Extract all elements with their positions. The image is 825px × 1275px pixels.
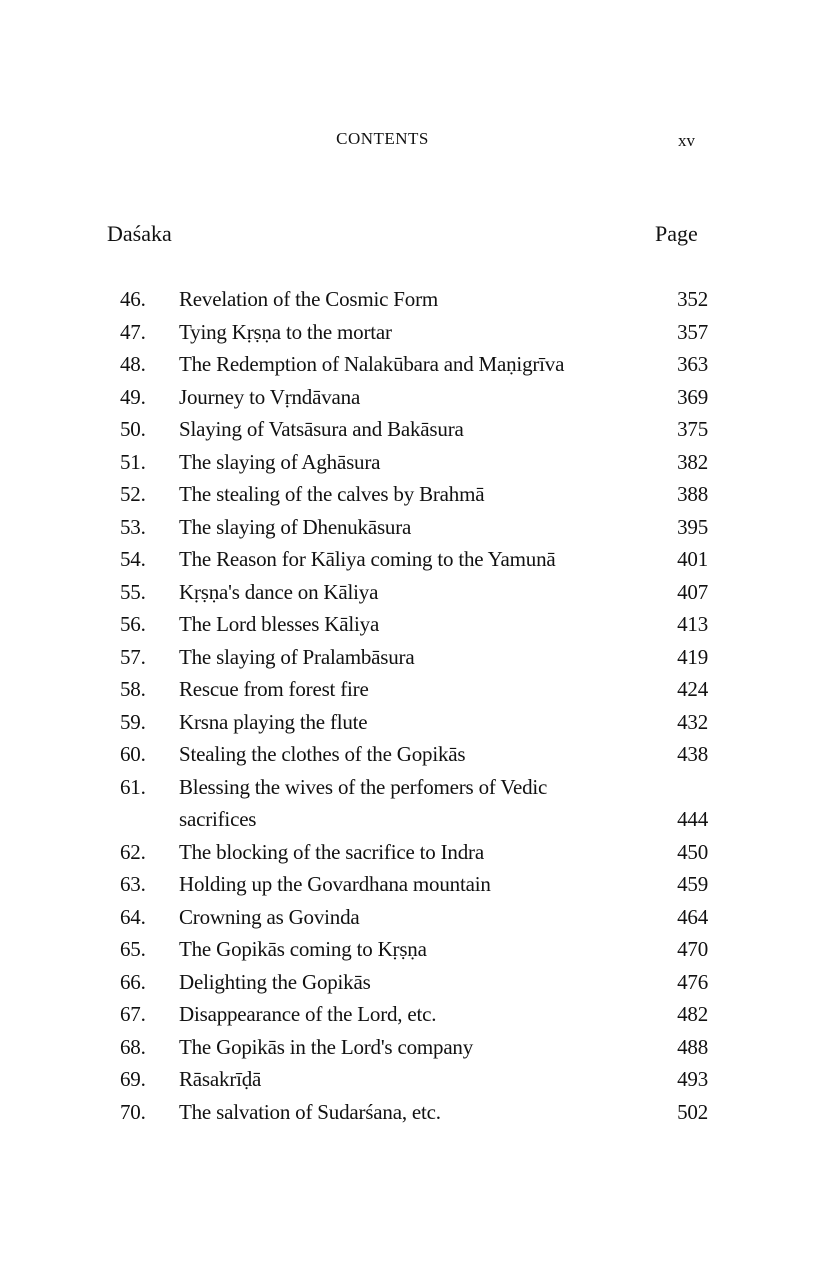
- toc-entry: [0, 1063, 825, 1096]
- toc-entry: [0, 511, 825, 544]
- toc-entry-title: The slaying of Dhenukāsura: [179, 514, 412, 539]
- toc-entry-title: The Redemption of Nalakūbara and Maṇigrīva: [179, 352, 565, 376]
- toc-entry-page: 488: [677, 1034, 708, 1059]
- toc-entry-title: The salvation of Sudarśana, etc.: [179, 1099, 441, 1124]
- toc-entry: [0, 998, 825, 1031]
- toc-entry: [0, 901, 825, 934]
- running-head: [0, 128, 825, 152]
- toc-entry: [0, 283, 825, 316]
- toc-entry-page: 424: [677, 677, 708, 701]
- toc-entry-number: 66.: [120, 969, 146, 994]
- toc-entry-title: The stealing of the calves by Brahmā: [179, 482, 485, 506]
- toc-entry-page: 375: [677, 417, 708, 441]
- toc-entry-title: Tying Kṛṣṇa to the mortar: [179, 319, 392, 344]
- toc-entry-page: 438: [677, 742, 708, 766]
- toc-entry-title: Stealing the clothes of the Gopikās: [179, 742, 466, 766]
- toc-entry-number: 68.: [120, 1034, 146, 1059]
- toc-entry-title: Disappearance of the Lord, etc.: [179, 1002, 437, 1026]
- toc-entry-number: 67.: [120, 1002, 146, 1026]
- toc-entry-page: 395: [677, 514, 708, 539]
- running-title: CONTENTS: [336, 129, 429, 148]
- toc-entry-page: 450: [677, 839, 708, 864]
- toc-entry: [0, 706, 825, 739]
- column-heading-dasaka: Daśaka: [107, 221, 172, 246]
- toc-entry: [0, 966, 825, 999]
- toc-entry-number: 63.: [120, 872, 146, 896]
- toc-entry-page: 470: [677, 937, 708, 961]
- toc-entry-page: 407: [677, 579, 708, 604]
- toc-entry-page: 444: [677, 807, 708, 831]
- toc-entry: [0, 933, 825, 966]
- toc-entry-number: 51.: [120, 449, 146, 474]
- toc-entry: [0, 576, 825, 609]
- toc-entry-number: 46.: [120, 287, 146, 311]
- toc-entry-page: 476: [677, 969, 708, 994]
- column-heading-page: Page: [655, 221, 698, 246]
- toc-entry-page: 357: [677, 319, 708, 344]
- toc-entry: [0, 608, 825, 641]
- toc-entry-title: Holding up the Govardhana mountain: [179, 872, 491, 896]
- toc-entry-title: Revelation of the Cosmic Form: [179, 287, 438, 311]
- toc-entry: [0, 641, 825, 674]
- toc-entry-number: 55.: [120, 579, 146, 604]
- toc-entry-page: 459: [677, 872, 708, 896]
- toc-entry-number: 47.: [120, 319, 146, 344]
- toc-entry-page: 419: [677, 644, 708, 669]
- toc-entry-page: 502: [677, 1099, 708, 1124]
- toc-entry-page: 369: [677, 384, 708, 409]
- page-number: xv: [678, 131, 695, 150]
- toc-entry-title: The slaying of Aghāsura: [179, 449, 381, 474]
- toc-entry-page: 482: [677, 1002, 708, 1026]
- toc-entry-number: 70.: [120, 1099, 146, 1124]
- toc-entry-page: 464: [677, 904, 708, 929]
- toc-entry-title: Delighting the Gopikās: [179, 969, 371, 994]
- toc-entry: [0, 478, 825, 511]
- toc-entry-number: 65.: [120, 937, 146, 961]
- toc-entry: [0, 543, 825, 576]
- toc-entry-title: Blessing the wives of the perfomers of Vedic sacrifices: [179, 774, 548, 831]
- toc-entry-title: Rāsakrīḍā: [179, 1067, 262, 1091]
- toc-entry-title: The Reason for Kāliya coming to the Yamunā: [179, 547, 556, 571]
- toc-entry-page: 401: [677, 547, 708, 571]
- toc-entry-page: 388: [677, 482, 708, 506]
- toc-entry-title: Krsna playing the flute: [179, 709, 368, 734]
- toc-entry: [0, 738, 825, 771]
- toc-entry: [0, 836, 825, 869]
- toc-entry-title: Journey to Vṛndāvana: [179, 384, 361, 409]
- toc-entry-title: The Gopikās coming to Kṛṣṇa: [179, 937, 427, 961]
- toc-entry-number: 53.: [120, 514, 146, 539]
- toc-entry: [0, 1096, 825, 1129]
- toc-entry-title: The Gopikās in the Lord's company: [179, 1034, 474, 1059]
- toc-entry: [0, 446, 825, 479]
- toc-entry-title: Crowning as Govinda: [179, 904, 360, 929]
- toc-entry-number: 61.: [120, 774, 146, 799]
- toc-entry-title: Slaying of Vatsāsura and Bakāsura: [179, 417, 464, 441]
- toc-entry-title: Kṛṣṇa's dance on Kāliya: [179, 579, 379, 604]
- toc-entry-title: The slaying of Pralambāsura: [179, 644, 415, 669]
- toc-entry-page: 493: [677, 1067, 708, 1091]
- toc-entry-number: 64.: [120, 904, 146, 929]
- toc-entry-page: 352: [677, 287, 708, 311]
- toc-entry: [0, 1031, 825, 1064]
- toc-entry: [0, 316, 825, 349]
- toc-entry-number: 59.: [120, 709, 146, 734]
- toc-entry-page: 413: [677, 612, 708, 636]
- toc-entry-number: 54.: [120, 547, 146, 571]
- toc-entry-number: 58.: [120, 677, 146, 701]
- toc-entry: [0, 673, 825, 706]
- toc-entry-number: 48.: [120, 352, 146, 376]
- toc-entry-title: The blocking of the sacrifice to Indra: [179, 839, 484, 864]
- toc-entry-number: 49.: [120, 384, 146, 409]
- toc-entry-number: 62.: [120, 839, 146, 864]
- toc-entry-title: Rescue from forest fire: [179, 677, 369, 701]
- toc-entry-number: 52.: [120, 482, 146, 506]
- column-headings: [0, 219, 825, 251]
- toc-entry-number: 50.: [120, 417, 146, 441]
- toc-entry-page: 432: [677, 709, 708, 734]
- table-of-contents: [0, 283, 825, 1128]
- toc-entry: [0, 413, 825, 446]
- toc-entry-page: 363: [677, 352, 708, 376]
- toc-entry-number: 56.: [120, 612, 146, 636]
- toc-entry: [0, 348, 825, 381]
- toc-entry: [0, 868, 825, 901]
- toc-entry-number: 69.: [120, 1067, 146, 1091]
- toc-entry-number: 60.: [120, 742, 146, 766]
- toc-entry: [0, 771, 825, 836]
- toc-entry: [0, 381, 825, 414]
- toc-entry-title: The Lord blesses Kāliya: [179, 612, 380, 636]
- toc-entry-page: 382: [677, 449, 708, 474]
- toc-entry-number: 57.: [120, 644, 146, 669]
